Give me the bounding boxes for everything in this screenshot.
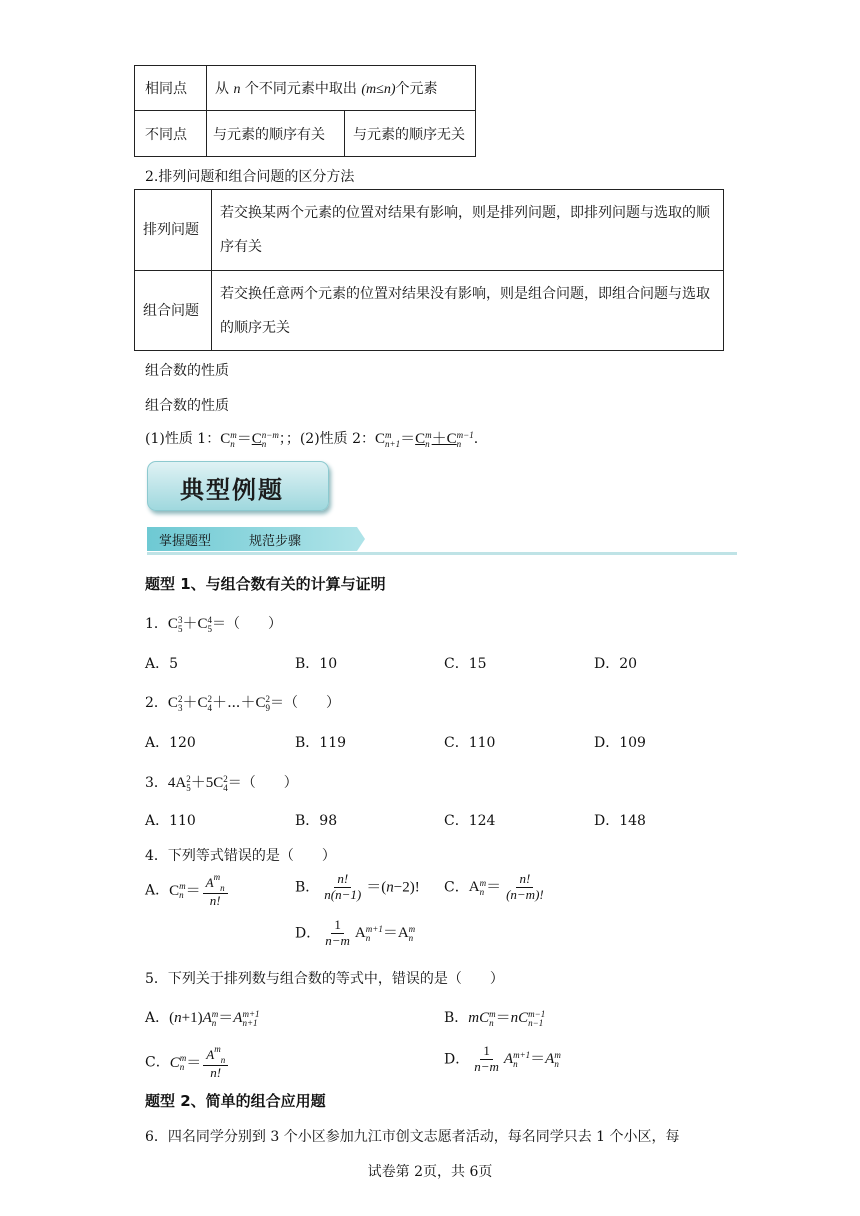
q3-option-c[interactable]: C．124 (444, 813, 496, 829)
table1-row1-label: 相同点 (135, 66, 207, 111)
q4-option-c[interactable]: C．A m n ＝ $\frac{n!}{(n-m)!}$ (444, 871, 544, 902)
question-5: 5．下列关于排列数与组合数的等式中，错误的是（ ） (145, 971, 504, 987)
table2-row1-text: 若交换某两个元素的位置对结果有影响，则是排列问题，即排列问题与选取的顺序有关 (212, 190, 724, 271)
section2-title: 2.排列问题和组合问题的区分方法 (145, 169, 355, 185)
question-6: 6．四名同学分别到 3 个小区参加九江市创文志愿者活动，每名同学只去 1 个小区，每 (145, 1129, 680, 1145)
question-2: 2．C 2 3 ＋C 2 4 ＋⋯＋C 2 9 ＝（ ） (145, 693, 340, 713)
comparison-table (134, 65, 476, 157)
q1-option-d[interactable]: D．20 (594, 656, 638, 672)
table2-row2-label: 组合问题 (135, 271, 212, 351)
table1-row2-label: 不同点 (135, 111, 207, 157)
property-heading-2: 组合数的性质 (145, 398, 229, 414)
section-ribbon (147, 527, 357, 551)
q3-option-b[interactable]: B．98 (295, 813, 338, 829)
table1-row2-col1: 与元素的顺序有关 (207, 111, 345, 157)
ribbon-right-text: 规范步骤 (249, 534, 302, 549)
q4-option-b[interactable]: B． $\frac{n!}{n(n-1)}$ ＝(n−2)! (295, 871, 420, 902)
table1-row1-text: 从 n 个不同元素中取出 (m≤n)个元素 (207, 66, 476, 111)
q5-option-c[interactable]: C．C m n ＝ $\frac{A^m_n}{n!}$ (145, 1044, 230, 1081)
property-formulas: (1)性质 1：C m n ＝C n−m n ；；(2)性质 2：C m n+1 ＝C m n ＋C m−1 n . (145, 429, 479, 449)
q5-option-d[interactable]: D． $\frac{1}{n-m}$ A m+1 n ＝A m n (444, 1043, 561, 1074)
q3-option-d[interactable]: D．148 (594, 813, 646, 829)
question-4: 4．下列等式错误的是（ ） (145, 848, 336, 864)
table2-row2-text: 若交换任意两个元素的位置对结果没有影响，则是组合问题，即组合问题与选取的顺序无关 (212, 271, 724, 351)
q2-option-a[interactable]: A．120 (145, 735, 196, 751)
q2-option-c[interactable]: C．110 (444, 735, 496, 751)
banner-title: 典型例题 (180, 476, 284, 504)
q2-option-d[interactable]: D．109 (594, 735, 646, 751)
q1-option-b[interactable]: B．10 (295, 656, 338, 672)
distinction-table (134, 189, 724, 351)
q4-option-d[interactable]: D． $\frac{1}{n-m}$ A m+1 n ＝A m n (295, 917, 416, 948)
q3-option-a[interactable]: A．110 (145, 813, 196, 829)
q2-option-b[interactable]: B．119 (295, 735, 347, 751)
q5-option-b[interactable]: B．mC m n ＝nC m−1 n−1 (444, 1008, 546, 1028)
question-1: 1．C 3 5 ＋C 4 5 ＝（ ） (145, 614, 282, 634)
question-3: 3．4A 2 5 ＋5C 2 4 ＝（ ） (145, 773, 298, 793)
table2-row1-label: 排列问题 (135, 190, 212, 271)
type1-heading: 题型 1、与组合数有关的计算与证明 (145, 575, 386, 593)
q1-option-c[interactable]: C．15 (444, 656, 487, 672)
table1-row2-col2: 与元素的顺序无关 (345, 111, 476, 157)
divider (147, 552, 737, 555)
q1-option-a[interactable]: A．5 (145, 656, 179, 672)
q5-option-a[interactable]: A．(n+1)A m n ＝A m+1 n+1 (145, 1008, 260, 1028)
typical-examples-banner (147, 461, 329, 511)
ribbon-left-text: 掌握题型 (159, 534, 212, 549)
page-footer: 试卷第 2页，共 6页 (367, 1164, 493, 1180)
property-heading-1: 组合数的性质 (145, 363, 229, 379)
q4-option-a[interactable]: A．C m n ＝ $\frac{A^m_n}{n!}$ (145, 872, 230, 909)
type2-heading: 题型 2、简单的组合应用题 (145, 1092, 326, 1110)
